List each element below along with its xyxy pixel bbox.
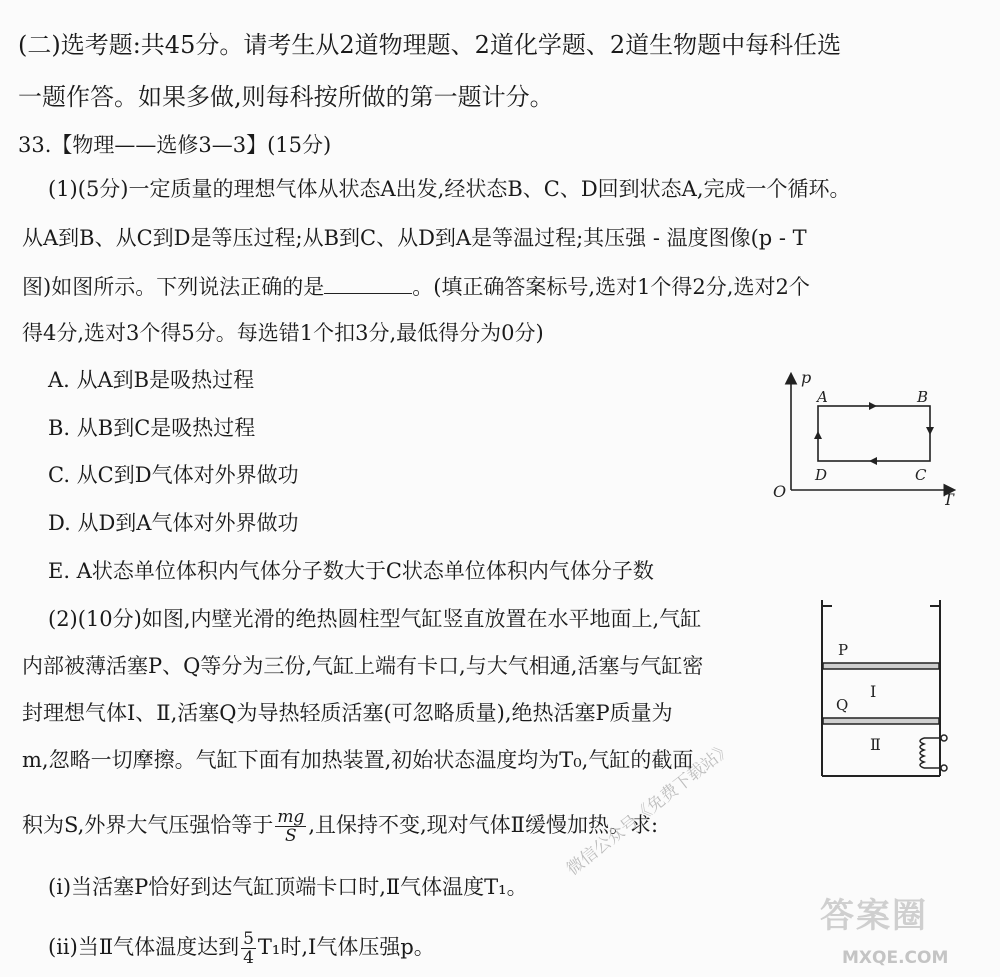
arrow-bc	[926, 427, 934, 435]
part1-line-3	[22, 272, 810, 302]
section-header-line-1: (二)选考题:共45分。请考生从2道物理题、2道化学题、2道生物题中每科任选	[18, 31, 842, 59]
option-d: D. 从D到A气体对外界做功	[48, 511, 299, 535]
fraction-denominator: S	[284, 826, 297, 846]
arrow-da	[814, 431, 822, 439]
part2-line-5-text-b: ,且保持不变,现对气体Ⅱ缓慢加热。求:	[308, 813, 659, 837]
part2-line-1: (2)(10分)如图,内壁光滑的绝热圆柱型气缸竖直放置在水平地面上,气缸	[48, 607, 702, 631]
fraction-5-over-4	[241, 930, 256, 967]
option-c: C. 从C到D气体对外界做功	[48, 463, 299, 487]
axis-label-t: T	[943, 490, 954, 505]
fraction-mg-over-s	[275, 808, 306, 845]
label-gas-1: Ⅰ	[870, 682, 877, 701]
label-gas-2: Ⅱ	[870, 735, 881, 754]
pt-graph	[765, 365, 965, 505]
sub-question-2-text-b: T₁时,Ⅰ气体压强p。	[257, 935, 435, 959]
watermark-logo: 答案圈	[820, 896, 928, 936]
point-label-d: D	[815, 466, 828, 484]
option-a: A. 从A到B是吸热过程	[48, 368, 255, 392]
sub-question-2-text-a: (ii)当Ⅱ气体温度达到	[48, 935, 240, 959]
answer-blank[interactable]	[324, 275, 412, 294]
arrow-ab	[869, 402, 877, 410]
arrow-cd	[869, 457, 877, 465]
axis-label-p: p	[801, 368, 812, 387]
option-e: E. A状态单位体积内气体分子数大于C状态单位体积内气体分子数	[48, 559, 654, 583]
piston-p	[823, 663, 939, 669]
label-piston-p: P	[838, 641, 849, 659]
part2-line-3: 封理想气体Ⅰ、Ⅱ,活塞Q为导热轻质活塞(可忽略质量),绝热活塞P质量为	[22, 701, 673, 725]
part1-line-4: 得4分,选对3个得5分。每选错1个扣3分,最低得分为0分)	[22, 321, 544, 345]
heater-coil-icon	[920, 735, 947, 771]
fraction-numerator: 5	[243, 929, 254, 949]
point-label-a: A	[817, 388, 828, 406]
label-piston-q: Q	[836, 696, 849, 714]
part1-line-1: (1)(5分)一定质量的理想气体从状态A出发,经状态B、C、D回到状态A,完成一个循环。	[48, 177, 851, 201]
point-label-b: B	[917, 388, 929, 406]
cycle-rectangle	[818, 406, 930, 461]
sub-question-2	[48, 930, 435, 967]
sub-question-1: (i)当活塞P恰好到达气缸顶端卡口时,Ⅱ气体温度T₁。	[48, 875, 528, 899]
part1-line-2: 从A到B、从C到D是等压过程;从B到C、从D到A是等温过程;其压强 - 温度图像(p - T	[22, 226, 807, 250]
option-b: B. 从B到C是吸热过程	[48, 416, 256, 440]
watermark-side-text: 微信公众号《免费下载站》	[563, 738, 737, 880]
part2-line-5-text-a: 积为S,外界大气压强恰等于	[22, 813, 274, 837]
point-label-c: C	[915, 466, 927, 484]
watermark-url: MXQE.COM	[842, 948, 949, 968]
cylinder-figure	[812, 598, 962, 783]
part2-line-2: 内部被薄活塞P、Q等分为三份,气缸上端有卡口,与大气相通,活塞与气缸密	[22, 654, 704, 678]
part2-line-5	[22, 808, 658, 845]
part2-line-4: m,忽略一切摩擦。气缸下面有加热装置,初始状态温度均为T₀,气缸的截面	[22, 748, 694, 772]
fraction-denominator: 4	[243, 948, 254, 968]
section-header-line-2: 一题作答。如果多做,则每科按所做的第一题计分。	[18, 83, 554, 111]
question-title: 33.【物理——选修3—3】(15分)	[18, 133, 332, 157]
piston-q	[823, 718, 939, 724]
fraction-numerator: mg	[277, 807, 305, 827]
part1-line-3-text-b: 。(填正确答案标号,选对1个得2分,选对2个	[412, 275, 810, 299]
part1-line-3-text-a: 图)如图所示。下列说法正确的是	[22, 275, 325, 299]
origin-label: O	[773, 482, 787, 501]
